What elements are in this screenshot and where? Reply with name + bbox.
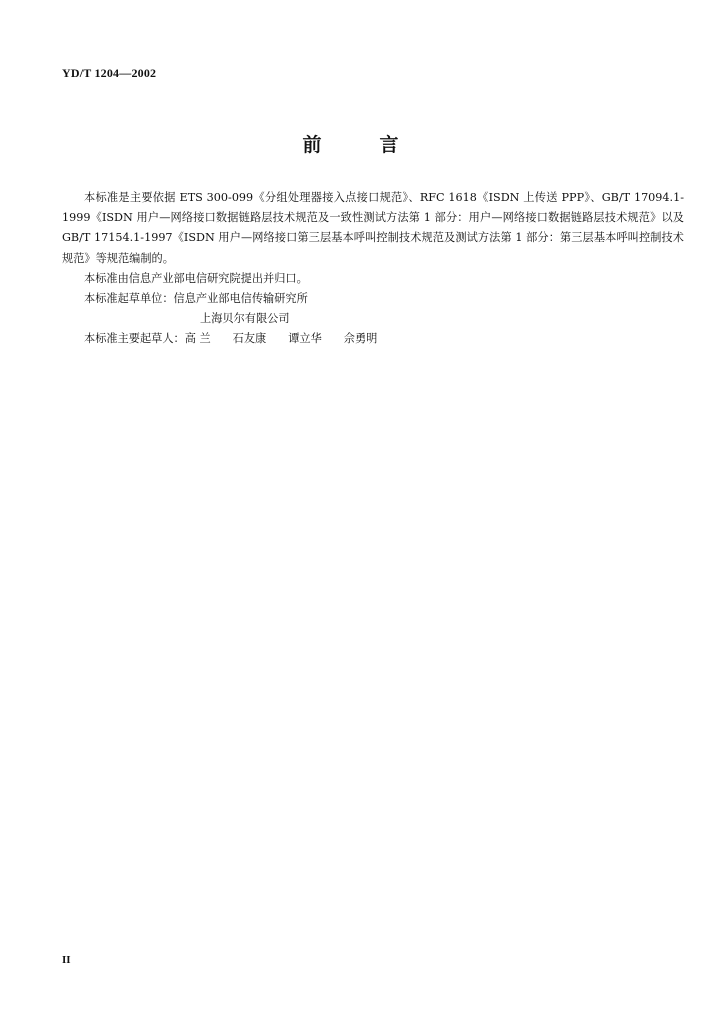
preface-body <box>62 188 684 350</box>
drafter-name: 石友康 <box>232 332 267 346</box>
drafters-list <box>185 329 400 349</box>
standard-number: YD/T 1204—2002 <box>62 66 157 80</box>
page-title: 前言 <box>302 134 457 156</box>
drafting-unit: 上海贝尔有限公司 <box>200 312 290 326</box>
drafting-unit: 信息产业部电信传输研究所 <box>173 292 308 306</box>
drafting-units-label: 本标准起草单位： <box>84 292 174 306</box>
preface-paragraph: 本标准由信息产业部电信研究院提出并归口。 <box>84 271 308 285</box>
drafters-entry <box>62 329 684 349</box>
page-number: II <box>62 954 71 966</box>
drafters-label: 本标准主要起草人： <box>84 332 185 346</box>
drafting-units-entry <box>62 289 684 309</box>
drafter-name: 高 兰 <box>184 332 211 346</box>
preface-paragraph: 本标准是主要依据 ETS 300-099《分组处理器接入点接口规范》、RFC 1618《ISDN 上传送 PPP》、GB/T 17094.1-1999《ISDN 用户—网络接口数据链路层技术规范及一致性测试方法第 1 部分：用户—网络接口数据链路层技术规范》以及 GB/T 17154.1-1997《ISDN 用户—网络接口第三层基本呼叫控制技术规范及测试方法第 1 部分：第三层基本呼叫控制技术规范》等规范编制的。 <box>62 191 684 265</box>
drafter-name: 谭立华 <box>288 332 322 346</box>
drafter-name: 佘勇明 <box>343 332 378 346</box>
